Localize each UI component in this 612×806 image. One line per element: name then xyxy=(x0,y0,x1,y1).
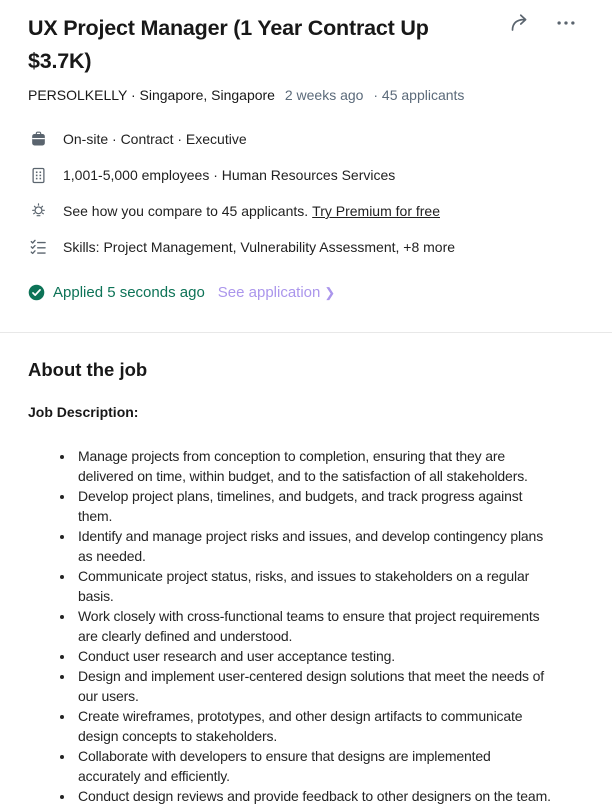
overflow-menu-button[interactable] xyxy=(548,8,584,41)
chevron-right-icon: ❯ xyxy=(324,284,336,300)
company-size-row xyxy=(28,157,590,193)
skills-row xyxy=(28,229,590,265)
job-insight-list xyxy=(28,121,590,265)
list-item: • Create wireframes, prototypes, and other design artifacts to communicate design concepts to stakeholders. xyxy=(75,706,551,746)
job-meta-line xyxy=(28,85,590,105)
premium-insight-text xyxy=(63,203,440,219)
list-item: • Identify and manage project risks and issues, and develop contingency plans as needed. xyxy=(75,526,551,566)
compare-applicants-text: See how you compare to 45 applicants. xyxy=(63,203,309,219)
share-button[interactable] xyxy=(502,8,538,41)
list-item: • Work closely with cross-functional teams to ensure that project requirements are clearly defined and understood. xyxy=(75,606,551,646)
insights-icon xyxy=(28,202,48,221)
header-actions xyxy=(502,8,584,41)
about-job-section xyxy=(0,333,612,806)
about-job-heading: About the job xyxy=(28,359,148,380)
job-description-label: Job Description: xyxy=(28,404,139,420)
share-arrow-icon xyxy=(508,12,532,37)
job-title: UX Project Manager (1 Year Contract Up $3.7K) xyxy=(28,16,429,73)
company-location[interactable]: PERSOLKELLY · Singapore, Singapore xyxy=(28,87,275,103)
see-application-link[interactable] xyxy=(218,284,335,301)
job-header-section xyxy=(0,0,612,310)
list-item: • Conduct design reviews and provide feedback to other designers on the team. xyxy=(75,786,551,806)
see-application-label: See application xyxy=(217,283,321,301)
job-description-list xyxy=(28,446,551,806)
building-icon xyxy=(28,166,48,185)
posted-time: 2 weeks ago xyxy=(284,87,364,103)
company-size-text: 1,001-5,000 employees · Human Resources Services xyxy=(63,167,396,183)
workplace-type-row xyxy=(28,121,590,157)
list-item: • Develop project plans, timelines, and budgets, and track progress against them. xyxy=(75,486,551,526)
list-item: • Design and implement user-centered design solutions that meet the needs of our users. xyxy=(75,666,551,706)
applied-status-text: Applied 5 seconds ago xyxy=(53,283,205,301)
list-item: • Communicate project status, risks, and issues to stakeholders on a regular basis. xyxy=(75,566,551,606)
applied-check-icon xyxy=(28,284,45,301)
list-item: • Collaborate with developers to ensure that designs are implemented accurately and efficiently. xyxy=(75,746,551,786)
premium-insight-row xyxy=(28,193,590,229)
list-item: • Manage projects from conception to completion, ensuring that they are delivered on time, within budget, and to the satisfaction of all stakeholders. xyxy=(75,446,551,486)
applied-status-row xyxy=(28,274,590,310)
skills-text[interactable]: Skills: Project Management, Vulnerability Assessment, +8 more xyxy=(63,239,456,255)
workplace-type-text: On-site · Contract · Executive xyxy=(63,131,247,147)
try-premium-link[interactable]: Try Premium for free xyxy=(312,203,440,219)
briefcase-icon xyxy=(28,130,48,149)
ellipsis-icon xyxy=(554,12,578,37)
skills-checklist-icon xyxy=(28,238,48,257)
list-item: • Conduct user research and user acceptance testing. xyxy=(75,646,551,666)
applicant-count: · 45 applicants xyxy=(373,87,465,103)
title-row xyxy=(28,0,590,78)
